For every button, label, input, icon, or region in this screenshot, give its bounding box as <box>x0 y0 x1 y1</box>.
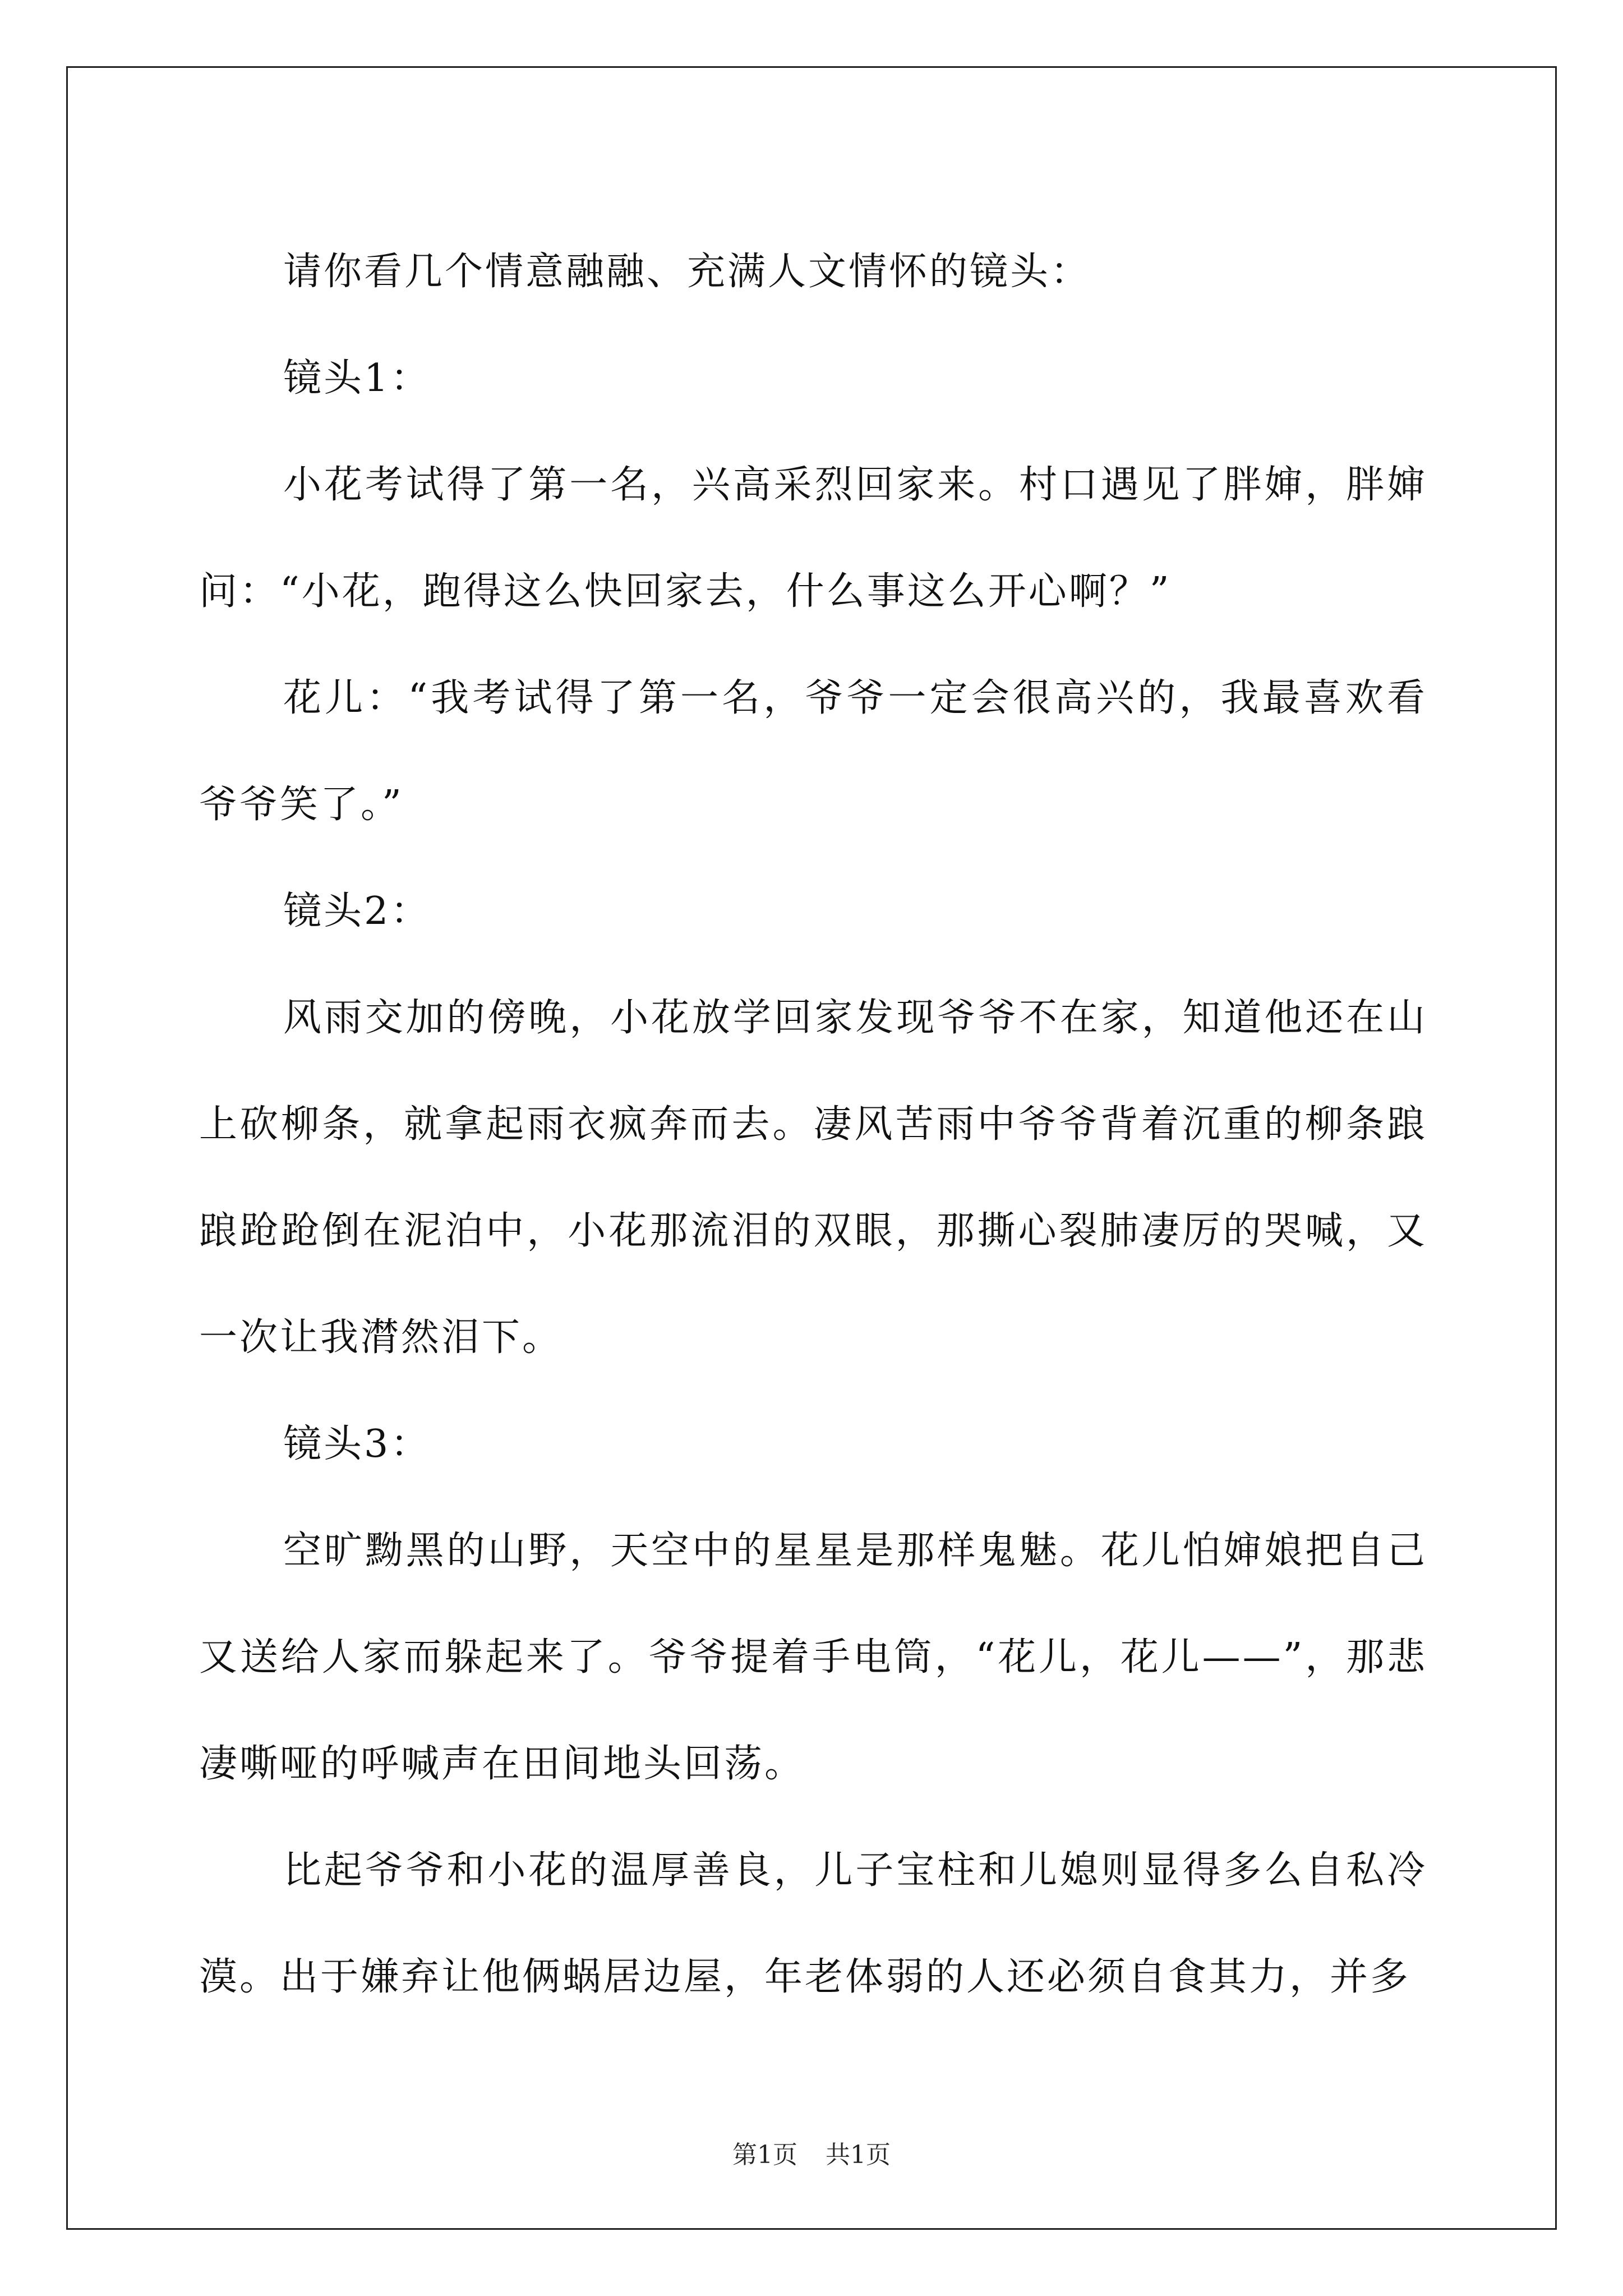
paragraph: 比起爷爷和小花的温厚善良，儿子宝柱和儿媳则显得多么自私冷漠。出于嫌弃让他俩蜗居边屋，年老体弱的人还必须自食其力，并多 <box>199 1848 1427 1999</box>
paragraph: 风雨交加的傍晚，小花放学回家发现爷爷不在家，知道他还在山上砍柳条，就拿起雨衣疯奔而去。凄风苦雨中爷爷背着沉重的柳条踉踉跄跄倒在泥泊中，小花那流泪的双眼，那撕心裂肺凄厉的哭喊，又一次让我潸然泪下。 <box>199 996 1427 1360</box>
paragraph: 请你看几个情意融融、充满人文情怀的镜头： <box>283 250 1091 294</box>
paragraph: 镜头1： <box>283 356 431 401</box>
page-footer <box>0 2134 1623 2170</box>
paragraph: 空旷黝黑的山野，天空中的星星是那样鬼魅。花儿怕婶娘把自己又送给人家而躲起来了。爷爷提着手电筒，“花儿，花儿——”，那悲凄嘶哑的呼喊声在田间地头回荡。 <box>199 1529 1427 1786</box>
page-total: 共1页 <box>826 2141 891 2169</box>
paragraph: 镜头3： <box>283 1422 431 1466</box>
page-number: 第1页 <box>732 2141 797 2169</box>
paragraph: 花儿：“我考试得了第一名，爷爷一定会很高兴的，我最喜欢看爷爷笑了。” <box>199 676 1427 827</box>
paragraph: 镜头2： <box>283 889 431 933</box>
document-body <box>199 219 1427 2031</box>
paragraph: 小花考试得了第一名，兴高采烈回家来。村口遇见了胖婶，胖婶问：“小花，跑得这么快回家去，什么事这么开心啊？” <box>199 463 1427 614</box>
